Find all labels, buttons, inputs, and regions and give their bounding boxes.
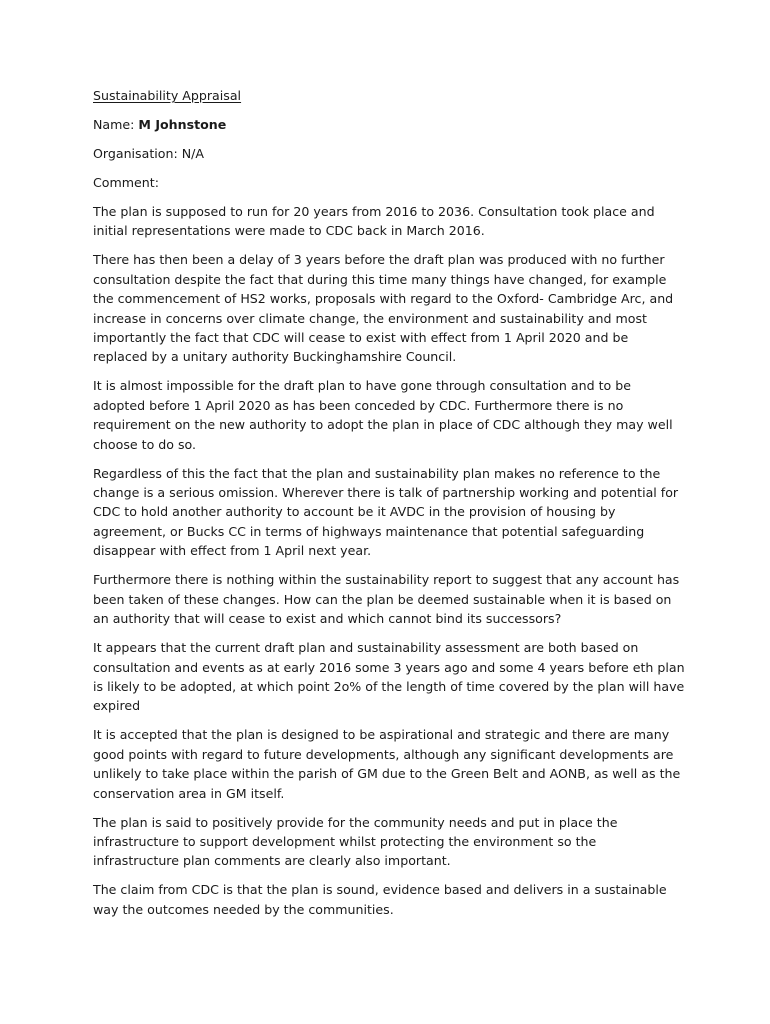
- document-title: Sustainability Appraisal: [93, 88, 242, 103]
- paragraph: It appears that the current draft plan and sustainability assessment are both based on consultation and events as at early 2016 some 3 years ago and some 4 years before eth plan is likely to be adopted, at which point 2o% of the length of time covered by the plan will have expired: [93, 640, 685, 714]
- comment-label: Comment:: [93, 175, 159, 190]
- organisation-line: Organisation: N/A: [93, 146, 204, 161]
- paragraph: The plan is supposed to run for 20 years from 2016 to 2036. Consultation took place and initial representations were made to CDC back in March 2016.: [93, 204, 655, 239]
- paragraph: It is accepted that the plan is designed to be aspirational and strategic and there are many good points with regard to future developments, although any significant developments are unlikely to take place within the parish of GM due to the Green Belt and AONB, as well as the conservation area in GM itself.: [93, 727, 681, 801]
- paragraph: Regardless of this the fact that the plan and sustainability plan makes no reference to the change is a serious omission. Wherever there is talk of partnership working and potential for CDC to hold another authority to account be it AVDC in the provision of housing by agreement, or Bucks CC in terms of highways maintenance that potential safeguarding disappear with effect from 1 April next year.: [93, 465, 679, 559]
- name-line: [93, 115, 686, 134]
- name-label: Name:: [93, 117, 135, 132]
- paragraph: There has then been a delay of 3 years before the draft plan was produced with no further consultation despite the fact that during this time many things have changed, for example the commencement of HS2 works, proposals with regard to the Oxford- Cambridge Arc, and increase in concerns over climate change, the environment and sustainability and most importantly the fact that CDC will cease to exist with effect from 1 April 2020 and be replaced by a unitary authority Buckinghamshire Council.: [93, 252, 674, 365]
- name-value: M Johnstone: [138, 117, 227, 132]
- paragraph: The plan is said to positively provide for the community needs and put in place the infrastructure to support development whilst protecting the environment so the infrastructure plan comments are clearly also important.: [93, 814, 618, 869]
- paragraph: It is almost impossible for the draft plan to have gone through consultation and to be adopted before 1 April 2020 as has been conceded by CDC. Furthermore there is no requirement on the new authority to adopt the plan in place of CDC although they may well choose to do so.: [93, 378, 673, 452]
- paragraph: The claim from CDC is that the plan is sound, evidence based and delivers in a sustainable way the outcomes needed by the communities.: [93, 882, 667, 917]
- paragraph: Furthermore there is nothing within the sustainability report to suggest that any account has been taken of these changes. How can the plan be deemed sustainable when it is based on an authority that will cease to exist and which cannot bind its successors?: [93, 572, 680, 627]
